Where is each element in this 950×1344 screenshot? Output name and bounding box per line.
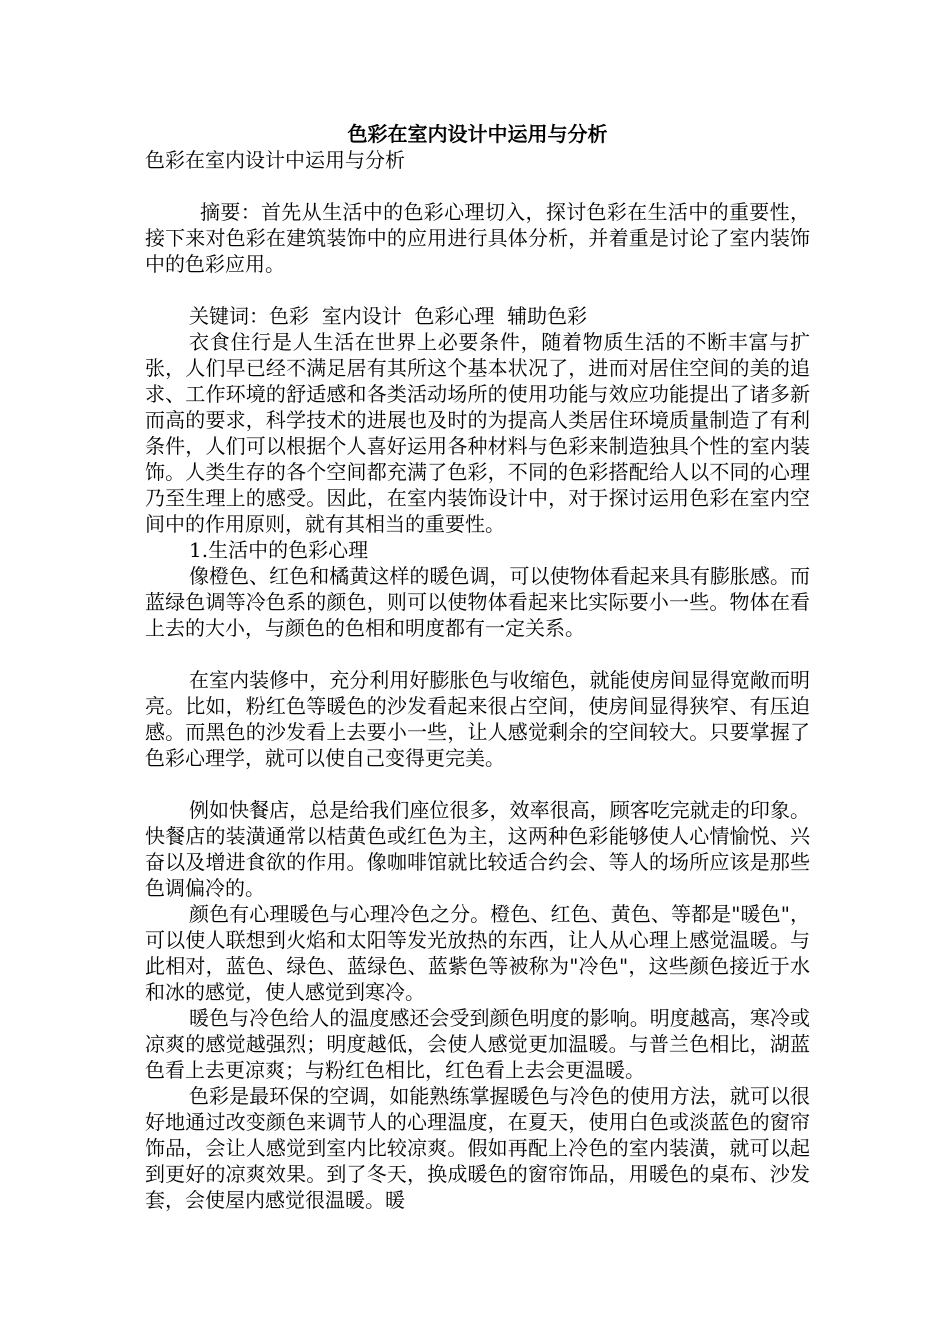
document-title: 色彩在室内设计中运用与分析 bbox=[347, 122, 608, 146]
body-paragraph: 颜色有心理暖色与心理冷色之分。橙色、红色、黄色、等都是"暖色"，可以使人联想到火焰和太阳等发光放热的东西，让人从心理上感觉温暖。与此相对，蓝色、绿色、蓝绿色、蓝紫色等被称为"冷色"，这些颜色接近于水和冰的感觉，使人感觉到寒冷。 bbox=[145, 902, 810, 1004]
body-paragraph: 像橙色、红色和橘黄这样的暖色调，可以使物体看起来具有膨胀感。而蓝绿色调等冷色系的颜色，则可以使物体看起来比实际要小一些。物体在看上去的大小，与颜色的色相和明度都有一定关系。 bbox=[145, 564, 810, 640]
body-paragraph: 色彩是最环保的空调，如能熟练掌握暖色与冷色的使用方法，就可以很好地通过改变颜色来调节人的心理温度，在夏天，使用白色或淡蓝色的窗帘饰品，会让人感觉到室内比较凉爽。假如再配上冷色的室内装潢，就可以起到更好的凉爽效果。到了冬天，换成暖色的窗帘饰品，用暖色的桌布、沙发套，会使屋内感觉很温暖。暖 bbox=[145, 1084, 810, 1212]
document-page bbox=[145, 121, 810, 1213]
body-paragraph: 在室内装修中，充分利用好膨胀色与收缩色，就能使房间显得宽敞而明亮。比如，粉红色等暖色的沙发看起来很占空间，使房间显得狭窄、有压迫感。而黑色的沙发看上去要小一些，让人感觉剩余的空间较大。只要掌握了色彩心理学，就可以使自己变得更完美。 bbox=[145, 668, 810, 770]
abstract-paragraph: 摘要：首先从生活中的色彩心理切入，探讨色彩在生活中的重要性，接下来对色彩在建筑装饰中的应用进行具体分析，并着重是讨论了室内装饰中的色彩应用。 bbox=[145, 200, 810, 276]
document-subtitle: 色彩在室内设计中运用与分析 bbox=[145, 148, 405, 172]
body-paragraph: 例如快餐店，总是给我们座位很多，效率很高，顾客吃完就走的印象。快餐店的装潢通常以桔黄色或红色为主，这两种色彩能够使人心情愉悦、兴奋以及增进食欲的作用。像咖啡馆就比较适合约会、等人的场所应该是那些色调偏冷的。 bbox=[145, 798, 810, 900]
keywords-line: 关键词：色彩 室内设计 色彩心理 辅助色彩 bbox=[189, 304, 588, 328]
body-paragraph: 暖色与冷色给人的温度感还会受到颜色明度的影响。明度越高，寒冷或凉爽的感觉越强烈；明度越低，会使人感觉更加温暖。与普兰色相比，湖蓝色看上去更凉爽；与粉红色相比，红色看上去会更温暖。 bbox=[145, 1006, 810, 1082]
intro-paragraph: 衣食住行是人生活在世界上必要条件，随着物质生活的不断丰富与扩张，人们早已经不满足居有其所这个基本状况了，进而对居住空间的美的追求、工作环境的舒适感和各类活动场所的使用功能与效应功能提出了诸多新而高的要求，科学技术的进展也及时的为提高人类居住环境质量制造了有利条件，人们可以根据个人喜好运用各种材料与色彩来制造独具个性的室内装饰。人类生存的各个空间都充满了色彩，不同的色彩搭配给人以不同的心理乃至生理上的感受。因此，在室内装饰设计中，对于探讨运用色彩在室内空间中的作用原则，就有其相当的重要性。 bbox=[145, 330, 810, 536]
section-heading: 1.生活中的色彩心理 bbox=[189, 538, 369, 562]
